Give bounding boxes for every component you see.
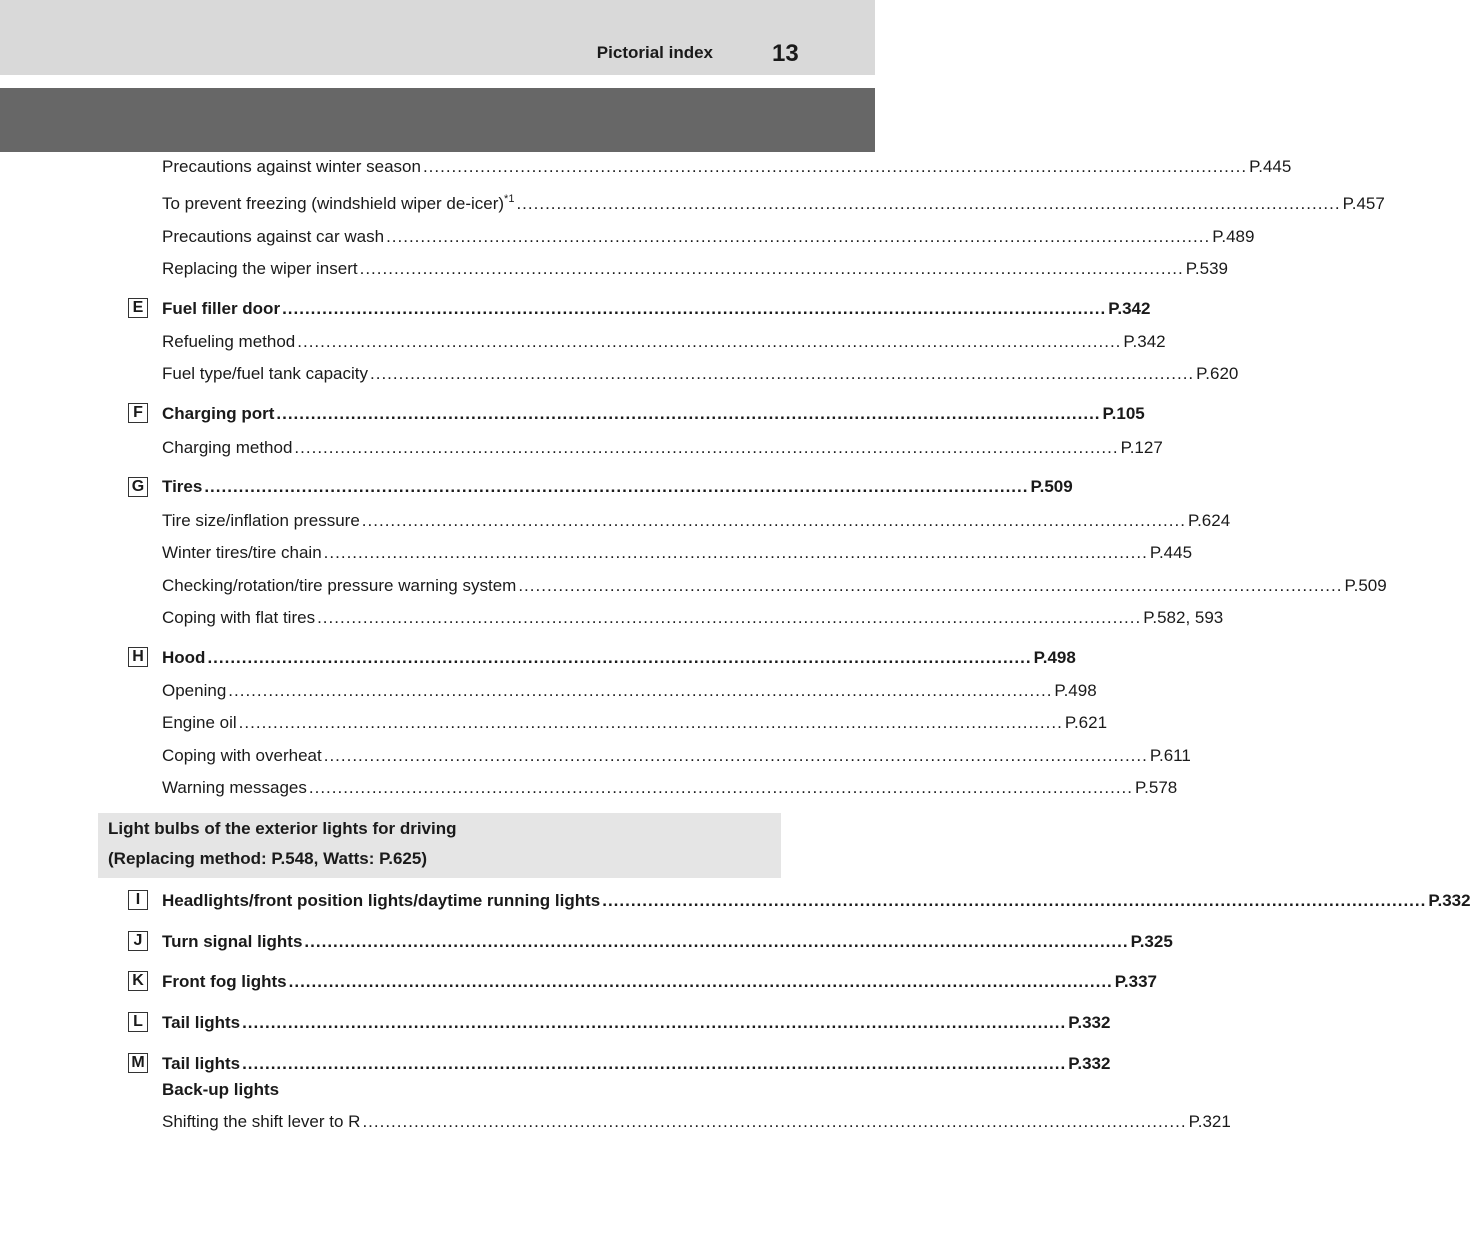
page-reference: P.127 (1120, 438, 1163, 457)
entry-label: Shifting the shift lever to R (162, 1112, 361, 1131)
index-entry-charging-method[interactable] (162, 438, 1163, 460)
entry-label: To prevent freezing (windshield wiper de-icer)$^{*1}$ (162, 193, 515, 213)
entry-label: Engine oil (162, 713, 237, 732)
dot-leader: ................................................................................................................................................ (288, 972, 1113, 991)
index-entry-tail-lights-l[interactable] (162, 1013, 1111, 1035)
dot-leader: ................................................................................................................................................ (207, 648, 1032, 667)
back-up-lights-heading: Back-up lights (162, 1080, 280, 1099)
index-entry-car-wash[interactable] (162, 227, 1255, 249)
page-reference: P.489 (1212, 227, 1255, 246)
page-reference: P.332 (1068, 1054, 1111, 1073)
index-entry-flat-tires[interactable] (162, 608, 1224, 630)
page-reference: P.337 (1114, 972, 1158, 991)
page-reference: P.582, 593 (1143, 608, 1224, 627)
section-heading-line-2: (Replacing method: P.548, Watts: P.625) (108, 849, 427, 868)
index-entry-tire-checking[interactable] (162, 576, 1387, 598)
page-reference: P.325 (1130, 932, 1173, 951)
index-entry-engine-oil[interactable] (162, 713, 1108, 735)
entry-label: Coping with overheat (162, 746, 322, 765)
index-entry-front-fog[interactable] (162, 972, 1158, 994)
dot-leader: ................................................................................................................................................ (370, 364, 1195, 383)
entry-label: Headlights/front position lights/daytime running lights (162, 891, 601, 910)
dot-leader: ................................................................................................................................................ (282, 299, 1107, 318)
dot-leader: ................................................................................................................................................ (362, 1112, 1187, 1131)
dot-leader: ................................................................................................................................................ (518, 576, 1343, 595)
index-entry-overheat[interactable] (162, 746, 1191, 768)
index-entry-headlights[interactable] (162, 891, 1471, 913)
light-bulbs-section-heading (98, 813, 781, 878)
callout-letter-h: H (128, 647, 148, 667)
dot-leader: ................................................................................................................................................ (323, 543, 1148, 562)
footnote-marker: *1 (504, 193, 515, 205)
page-reference: P.321 (1188, 1112, 1231, 1131)
index-entry-turn-signal[interactable] (162, 932, 1173, 954)
page-reference: P.445 (1249, 157, 1292, 176)
entry-label: Replacing the wiper insert (162, 259, 358, 278)
index-entry-prevent-freezing[interactable] (162, 193, 1385, 216)
entry-label: Opening (162, 681, 227, 700)
callout-letter-g: G (128, 477, 148, 497)
index-entry-charging-port[interactable] (162, 404, 1145, 426)
index-entry-winter-tires[interactable] (162, 543, 1193, 565)
dot-leader: ................................................................................................................................................ (294, 438, 1119, 457)
page-reference: P.509 (1344, 576, 1387, 595)
section-title: Pictorial index (596, 43, 713, 62)
callout-letter-j: J (128, 931, 148, 951)
dot-leader: ................................................................................................................................................ (359, 259, 1184, 278)
dot-leader: ................................................................................................................................................ (386, 227, 1211, 246)
dot-leader: ................................................................................................................................................ (516, 194, 1341, 213)
dot-leader: ................................................................................................................................................ (304, 932, 1129, 951)
page-reference: P.624 (1187, 511, 1231, 530)
index-entry-tail-lights-m[interactable] (162, 1054, 1111, 1076)
dot-leader: ................................................................................................................................................ (361, 511, 1186, 530)
page-reference: P.105 (1102, 404, 1145, 423)
callout-letter-e: E (128, 298, 148, 318)
entry-label: Tires (162, 477, 203, 496)
entry-label: Fuel filler door (162, 299, 281, 318)
index-entry-tires[interactable] (162, 477, 1073, 499)
dot-leader: ................................................................................................................................................ (602, 891, 1427, 910)
index-entry-winter-precautions[interactable] (162, 157, 1292, 179)
page-reference: P.342 (1123, 332, 1166, 351)
entry-label: Tail lights (162, 1054, 241, 1073)
entry-label: Precautions against winter season (162, 157, 421, 176)
index-entry-warning-messages[interactable] (162, 778, 1178, 800)
entry-label: Tire size/inflation pressure (162, 511, 360, 530)
entry-label: Front fog lights (162, 972, 287, 991)
index-entry-fuel-filler-door[interactable] (162, 299, 1151, 321)
callout-letter-k: K (128, 971, 148, 991)
index-entry-opening[interactable] (162, 681, 1097, 703)
dot-leader: ................................................................................................................................................ (228, 681, 1053, 700)
index-entry-refueling-method[interactable] (162, 332, 1166, 354)
entry-label: Winter tires/tire chain (162, 543, 322, 562)
callout-letter-l: L (128, 1012, 148, 1032)
index-entry-fuel-type[interactable] (162, 364, 1239, 386)
entry-label: Fuel type/fuel tank capacity (162, 364, 369, 383)
dot-leader: ................................................................................................................................................ (238, 713, 1063, 732)
callout-letter-i: I (128, 890, 148, 910)
index-entry-wiper-insert[interactable] (162, 259, 1228, 281)
header-band (0, 0, 875, 75)
page-reference: P.445 (1149, 543, 1193, 562)
page-reference: P.498 (1033, 648, 1076, 667)
dot-leader: ................................................................................................................................................ (297, 332, 1122, 351)
entry-label: Refueling method (162, 332, 296, 351)
page-reference: P.332 (1068, 1013, 1111, 1032)
entry-label: Warning messages (162, 778, 307, 797)
page-reference: P.539 (1185, 259, 1228, 278)
page-reference: P.457 (1342, 194, 1385, 213)
page-reference: P.621 (1064, 713, 1108, 732)
dot-leader: ................................................................................................................................................ (242, 1054, 1067, 1073)
entry-label: Charging method (162, 438, 293, 457)
page-number: 13 (772, 40, 799, 67)
entry-label: Turn signal lights (162, 932, 303, 951)
page-reference: P.611 (1149, 746, 1191, 765)
dot-leader: ................................................................................................................................................ (422, 157, 1248, 176)
page-reference: P.332 (1428, 891, 1471, 910)
page-reference: P.578 (1135, 778, 1178, 797)
page-reference: P.620 (1196, 364, 1239, 383)
section-heading-line-1: Light bulbs of the exterior lights for driving (108, 819, 457, 838)
dot-leader: ................................................................................................................................................ (276, 404, 1101, 423)
dot-leader: ................................................................................................................................................ (317, 608, 1142, 627)
dot-leader: ................................................................................................................................................ (242, 1013, 1067, 1032)
dark-band (0, 88, 875, 152)
page-reference: P.498 (1054, 681, 1097, 700)
callout-letter-m: M (128, 1053, 148, 1073)
entry-label: Checking/rotation/tire pressure warning system (162, 576, 517, 595)
dot-leader: ................................................................................................................................................ (323, 746, 1148, 765)
callout-letter-f: F (128, 403, 148, 423)
page-reference: P.342 (1108, 299, 1151, 318)
index-entry-shift-lever[interactable] (162, 1112, 1231, 1134)
dot-leader: ................................................................................................................................................ (204, 477, 1029, 496)
entry-label: Charging port (162, 404, 275, 423)
index-entry-hood[interactable] (162, 648, 1076, 670)
entry-label: Hood (162, 648, 206, 667)
entry-label: Coping with flat tires (162, 608, 316, 627)
entry-label: Precautions against car wash (162, 227, 385, 246)
index-entry-tire-size[interactable] (162, 511, 1231, 533)
entry-label: Tail lights (162, 1013, 241, 1032)
dot-leader: ................................................................................................................................................ (308, 778, 1134, 797)
page-reference: P.509 (1030, 477, 1073, 496)
